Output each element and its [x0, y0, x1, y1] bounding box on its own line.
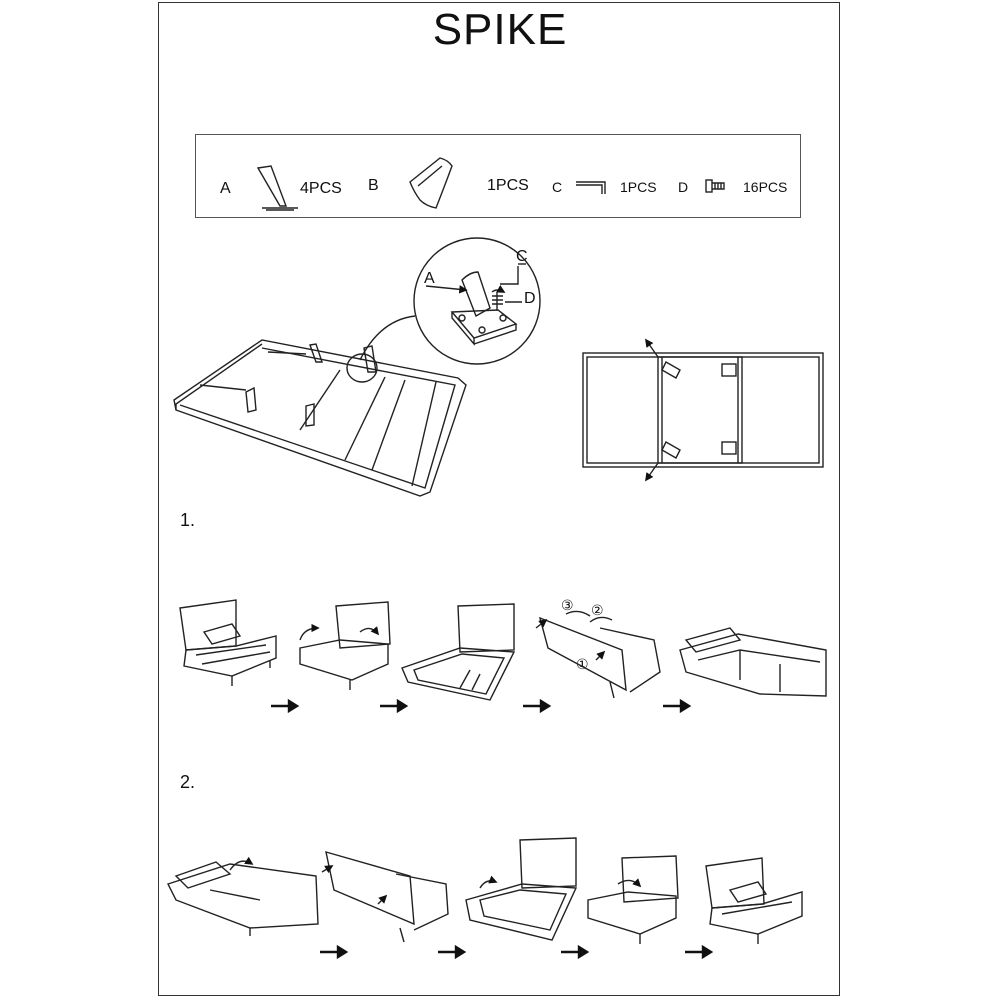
leg-detail-callout [360, 238, 540, 364]
step-2-number: 2. [180, 772, 196, 792]
arrow-right-icon [685, 947, 711, 957]
callout-label-a: A [424, 270, 435, 287]
arrow-right-icon [523, 701, 549, 711]
circled-number-3: ③ [561, 597, 574, 613]
step-2-sofa-seated [706, 858, 802, 944]
step-2-sofa-flat [466, 838, 576, 940]
arrow-right-icon [320, 947, 346, 957]
arrow-right-icon [438, 947, 464, 957]
part-a-letter: A [220, 180, 231, 197]
screw-icon [706, 180, 724, 192]
arrow-right-icon [561, 947, 587, 957]
circled-number-1: ① [576, 656, 589, 672]
step-1-sofa-flat [402, 604, 514, 700]
part-d-letter: D [678, 179, 689, 195]
step-1-sofa-seated [180, 600, 276, 686]
part-a-qty: 4PCS [300, 180, 342, 197]
pillow-icon [410, 158, 452, 208]
arrow-right-icon [663, 701, 689, 711]
circled-number-2: ② [591, 602, 604, 618]
part-b-letter: B [368, 177, 379, 194]
step-2-sofa-tilted [322, 852, 448, 942]
part-c-qty: 1PCS [620, 179, 657, 195]
step-1-sofa-tilted [536, 611, 660, 698]
sofa-leg-icon [258, 166, 298, 210]
part-d-qty: 16PCS [743, 179, 788, 195]
callout-label-d: D [524, 290, 536, 307]
part-c-letter: C [552, 179, 563, 195]
arrow-right-icon [380, 701, 406, 711]
step-1-number: 1. [180, 510, 196, 530]
page-title: SPIKE [432, 5, 568, 54]
part-b-qty: 1PCS [487, 177, 529, 194]
callout-label-c: C [516, 248, 528, 265]
step-2-sofa-bed [168, 861, 318, 936]
sofa-underside-illustration [174, 340, 466, 496]
sofa-frame-back-view [583, 340, 823, 480]
step-2-sofa-raise-back [588, 856, 678, 944]
step-1-sofa-bed [680, 628, 826, 696]
step-1-sofa-remove-pillow [300, 602, 390, 690]
allen-key-icon [576, 182, 605, 194]
arrow-right-icon [271, 701, 297, 711]
